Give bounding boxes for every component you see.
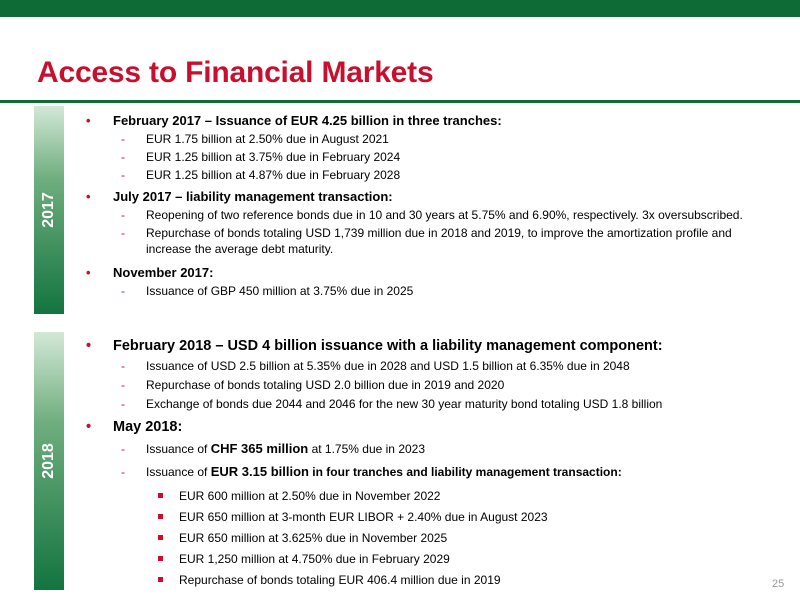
square-bullet-icon: [158, 577, 163, 582]
sub-item: - Repurchase of bonds totaling USD 1,739 million due in 2018 and 2019, to improve the amortization profile and increase the average debt maturity.: [121, 226, 732, 256]
section-2017-content: [86, 113, 746, 301]
tranche-item: EUR 650 million at 3-month EUR LIBOR + 2.40% due in August 2023: [86, 509, 663, 525]
sub-item: - Issuance of GBP 450 million at 3.75% due in 2025: [121, 284, 414, 298]
bullet-may-2018: • May 2018:: [86, 419, 183, 435]
year-bar-2018: [34, 332, 64, 590]
sub-item: - Issuance of USD 2.5 billion at 5.35% due in 2028 and USD 1.5 billion at 6.35% due in 2048: [121, 359, 630, 373]
sub-item: - EUR 1.75 billion at 2.50% due in August 2021: [121, 132, 389, 146]
sub-item: - Reopening of two reference bonds due in 10 and 30 years at 5.75% and 6.90%, respectively. 3x oversubscribed.: [121, 208, 743, 222]
year-label-2017: 2017: [40, 192, 57, 228]
year-bar-2017: [34, 106, 64, 314]
square-bullet-icon: [158, 514, 163, 519]
section-2018-content: [86, 338, 663, 593]
bullet-feb-2017: • February 2017 – Issuance of EUR 4.25 billion in three tranches:: [86, 113, 502, 128]
year-label-2018: 2018: [40, 443, 57, 479]
bullet-nov-2017: • November 2017:: [86, 265, 214, 280]
bullet-feb-2018: • February 2018 – USD 4 billion issuance with a liability management component:: [86, 338, 663, 354]
square-bullet-icon: [158, 493, 163, 498]
sub-item-chf: - Issuance of CHF 365 million at 1.75% due in 2023: [121, 441, 426, 456]
sub-item: - Repurchase of bonds totaling USD 2.0 billion due in 2019 and 2020: [121, 378, 505, 392]
page-number: 25: [772, 578, 785, 590]
tranche-item: EUR 1,250 million at 4.750% due in February 2029: [86, 551, 663, 567]
tranche-item: Repurchase of bonds totaling EUR 406.4 million due in 2019: [86, 572, 663, 588]
tranche-item: EUR 600 million at 2.50% due in November 2022: [86, 488, 663, 504]
title-divider: [0, 100, 800, 103]
sub-item: - EUR 1.25 billion at 4.87% due in February 2028: [121, 168, 401, 182]
square-bullet-icon: [158, 556, 163, 561]
tranche-item: EUR 650 million at 3.625% due in November 2025: [86, 530, 663, 546]
bullet-jul-2017: • July 2017 – liability management transaction:: [86, 189, 393, 204]
sub-item-eur: - Issuance of EUR 3.15 billion in four tranches and liability management transaction:: [121, 464, 622, 479]
square-bullet-icon: [158, 535, 163, 540]
sub-item: - EUR 1.25 billion at 3.75% due in February 2024: [121, 150, 401, 164]
slide-title: Access to Financial Markets: [37, 56, 434, 89]
sub-item: - Exchange of bonds due 2044 and 2046 for the new 30 year maturity bond totaling USD 1.8 billion: [121, 397, 663, 411]
top-brand-bar: [0, 0, 800, 17]
